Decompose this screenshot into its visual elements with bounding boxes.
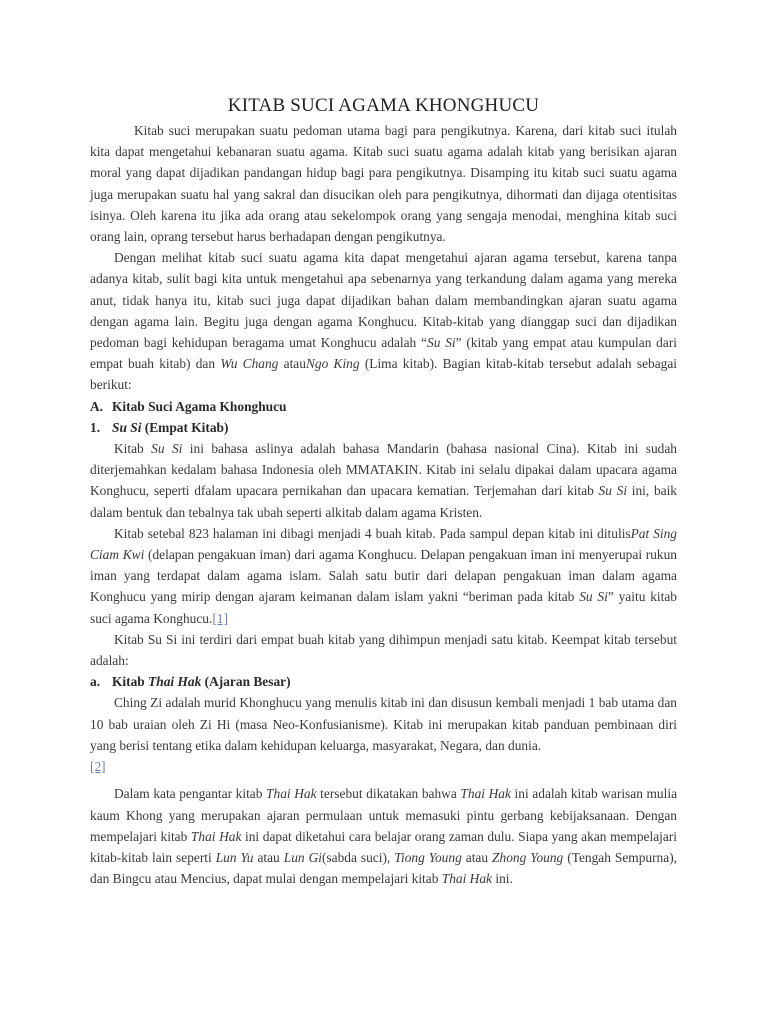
term-wu-chang: Wu Chang <box>220 356 279 372</box>
text-run: (sabda suci), <box>321 849 395 865</box>
term-su-si: Su Si <box>112 419 142 435</box>
text-run: Dalam kata pengantar kitab <box>114 786 267 802</box>
section-heading-1 <box>90 417 677 438</box>
section-number: 1. <box>90 419 101 435</box>
paragraph-intro: Kitab suci merupakan suatu pedoman utama bagi para pengikutnya. Karena, dari kitab suci itulah kita dapat mengetahui kebanaran suatu agama. Kitab suci suatu agama adalah kitab yang berisikan ajaran moral yang dapat dijadikan pandangan hidup bagi para pengikutnya. Disamping itu kitab suci suatu agama juga merupakan suatu hal yang sakral dan disucikan oleh para pengikutnya, dihormati dan dijaga otentisitas isinya. Oleh karena itu jika ada orang atau sekelompok orang yang sengaja menodai, menghina kitab suci orang lain, oprang tersebut harus berhadapan dengan pengikutnya. <box>90 123 677 245</box>
term-ngo-king: Ngo King <box>305 356 360 372</box>
section-title: (Ajaran Besar) <box>201 674 291 690</box>
term-thai-hak: Thai Hak <box>266 786 317 802</box>
paragraph-ching-zi <box>90 692 677 777</box>
term-su-si: Su Si <box>598 483 628 499</box>
document-page <box>90 94 677 889</box>
term-thai-hak: Thai Hak <box>441 871 492 887</box>
text-run: (Tengah Sempurna), dan Bingcu atau Mencius, dapat mulai dengan mempelajari kitab <box>90 849 678 887</box>
text-run: atau <box>461 849 493 865</box>
term-su-si: Su Si <box>427 335 456 351</box>
document-title: KITAB SUCI AGAMA KHONGHUCU <box>227 95 540 116</box>
term-lun-gi: Lun Gi <box>283 849 322 865</box>
footnote-link-2[interactable]: [2] <box>90 759 106 775</box>
section-number: A. <box>90 398 104 414</box>
term-su-si: Su Si <box>151 441 183 457</box>
text-run: ini adalah kitab warisan mulia kaum Khong yang merupakan ajaran permulaan untuk memasuki pintu gerbang kebijaksanaan. Dengan mempelajari kitab <box>90 786 678 844</box>
text-run: Kitab setebal 823 halaman ini dibagi menjadi 4 buah kitab. Pada sampul depan kitab ini ditulis <box>114 525 631 541</box>
section-title: Kitab Suci Agama Khonghucu <box>112 398 287 414</box>
text-run: Ching Zi adalah murid Khonghucu yang menulis kitab ini dan disusun kembali menjadi 1 bab utama dan 10 bab uraian oleh Zi Hi (masa Neo-Konfusianisme). Kitab ini merupakan kitab panduan pembinaan diri yang berisi tentang etika dalam kehidupan keluarga, masyarakat, Negara, dan dunia. <box>90 695 677 753</box>
section-heading-thai-hak <box>90 671 677 692</box>
term-thai-hak: Thai Hak <box>148 674 202 690</box>
paragraph-su-si-parts: Kitab Su Si ini terdiri dari empat buah kitab yang dihimpun menjadi satu kitab. Keempat kitab tersebut adalah: <box>90 631 677 669</box>
paragraph-su-si-pages <box>90 523 677 629</box>
text-run: tersebut dikatakan bahwa <box>316 786 461 802</box>
text-run: (delapan pengakuan iman) dari agama Konghucu. Delapan pengakuan iman ini menyerupai rukun iman yang terdapat dalam agama islam. Salah satu butir dari delapan pengakuan iman dalam agama Konghucu yang mirip dengan ajaram keimanan dalam islam yakni “beriman pada kitab <box>90 547 677 605</box>
paragraph-thai-hak-preface <box>90 783 677 889</box>
section-title: (Empat Kitab) <box>141 419 229 435</box>
footnote-link-1[interactable]: [1] <box>212 610 228 626</box>
text-run: Dengan melihat kitab suci suatu agama kita dapat mengetahui ajaran agama tersebut, karena tanpa adanya kitab, sulit bagi kita untuk mengetahui apa sebenarnya yang terkandung dalam agama yang mereka anut, tidak hanya itu, kitab suci juga dapat dijadikan bahan dalam membandingkan ajaran suatu agama dengan agama lain. Begitu juga dengan agama Konghucu. Kitab-kitab yang dianggap suci dan dijadikan pedoman bagi kehidupan beragama umat Konghucu adalah “ <box>90 250 677 351</box>
text-run: ini bahasa aslinya adalah bahasa Mandarin (bahasa nasional Cina). Kitab ini sudah diterjemahkan kedalam bahasa Indonesia oleh MMATAKIN. Kitab ini selalu dipakai dalam upacara agama Konghucu, seperti dfalam upacara pernikahan dan upacara kematian. Terjemahan dari kitab <box>90 441 677 499</box>
paragraph-kitab-overview <box>90 247 677 395</box>
term-thai-hak: Thai Hak <box>460 786 511 802</box>
term-thai-hak: Thai Hak <box>190 828 242 844</box>
text-run: Kitab <box>114 441 152 457</box>
paragraph-su-si-language <box>90 438 677 523</box>
term-zhong-young: Zhong Young <box>492 849 564 865</box>
text-run: ini dapat diketahui cara belajar orang zaman dulu. Siapa yang akan mempelajari kitab-kitab lain seperti <box>90 828 677 865</box>
text-run: ” yaitu kitab suci agama Konghucu. <box>90 589 677 626</box>
text-run: (Lima kitab). Bagian kitab-kitab tersebut adalah sebagai berikut: <box>90 356 678 393</box>
section-title-prefix: Kitab <box>112 674 149 690</box>
text-run: atau <box>278 356 306 372</box>
text-run: atau <box>253 849 284 865</box>
text-run: ini, baik dalam bentuk dan tebalnya tak ubah seperti alkitab dalam agama Kristen. <box>90 483 677 520</box>
term-tiong-young: Tiong Young <box>394 849 462 865</box>
text-run: ” (kitab yang empat atau kumpulan dari empat buah kitab) dan <box>90 335 678 372</box>
term-su-si: Su Si <box>579 589 608 605</box>
section-number: a. <box>90 674 101 690</box>
term-pat-sing-ciam-kwi: Pat Sing Ciam Kwi <box>90 525 677 563</box>
term-lun-yu: Lun Yu <box>215 849 254 865</box>
section-heading-a <box>90 396 677 417</box>
text-run: ini. <box>492 871 513 887</box>
